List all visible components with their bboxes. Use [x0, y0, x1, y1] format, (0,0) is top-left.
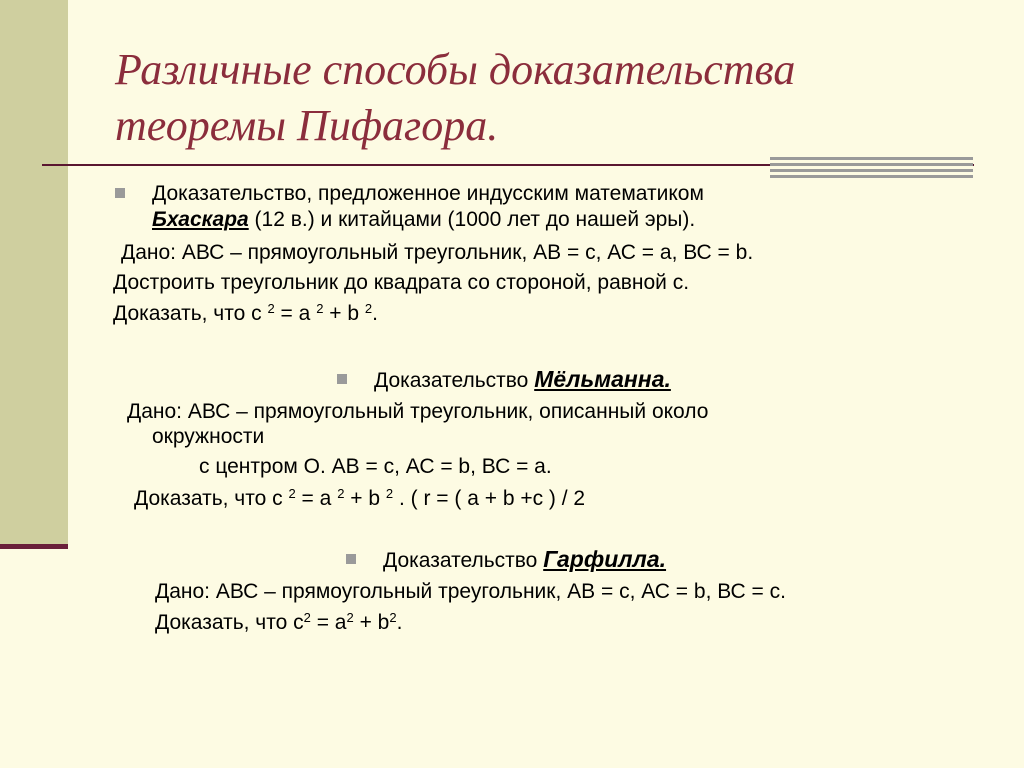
superscript: 2 — [316, 301, 324, 316]
section3-bullet-pre: Доказательство — [383, 549, 544, 572]
section1-name: Бхаскара — [152, 208, 249, 231]
superscript: 2 — [303, 610, 311, 625]
side-rule — [0, 544, 68, 549]
prove-prefix: Доказать, что с — [113, 302, 262, 325]
section3-given: Дано: АВС – прямоугольный треугольник, АВ = с, АС = b, ВС = с. — [155, 580, 786, 603]
section2-bullet — [374, 366, 671, 394]
prove-end: . — [372, 302, 378, 325]
section3-name: Гарфилла. — [543, 546, 667, 572]
prove-eq2: + b — [353, 611, 390, 634]
prove-prefix: Доказать, что с — [134, 487, 283, 510]
section1-construct: Достроить треугольник до квадрата со стороной, равной с. — [113, 271, 690, 294]
superscript: 2 — [364, 301, 373, 316]
prove-eq2: + b — [323, 302, 360, 325]
section1-prove — [113, 301, 378, 327]
section2-prove — [134, 486, 585, 512]
prove-end: . — [396, 611, 403, 634]
section2-name: Мёльманна. — [534, 366, 671, 392]
bullet-icon — [337, 374, 347, 384]
prove-prefix: Доказать, что с — [155, 611, 304, 634]
superscript: 2 — [389, 610, 397, 625]
title-accent-stripes — [770, 157, 973, 179]
section3-bullet — [383, 546, 666, 574]
superscript: 2 — [267, 301, 275, 316]
title-line-1: Различные способы доказательства — [115, 45, 796, 94]
side-bar — [0, 0, 68, 548]
bullet-icon — [115, 188, 125, 198]
prove-eq1: = а — [310, 611, 347, 634]
slide-title — [115, 42, 995, 154]
section1-bullet-post: (12 в.) и китайцами (1000 лет до нашей эры). — [248, 208, 696, 231]
superscript: 2 — [346, 610, 354, 625]
section2-given-line2: окружности — [152, 425, 265, 448]
section2-given-line1: Дано: АВС – прямоугольный треугольник, описанный около — [127, 400, 709, 423]
section1-given: Дано: АВС – прямоугольный треугольник, АВ = с, АС = а, ВС = b. — [121, 241, 754, 264]
section1-bullet-line1: Доказательство, предложенное индусским математиком — [152, 182, 704, 205]
prove-eq1: = а — [295, 487, 332, 510]
bullet-icon — [346, 554, 356, 564]
section3-prove — [155, 610, 402, 636]
section2-given-line3: с центром О. АВ = с, АС = b, ВС = а. — [199, 455, 552, 478]
title-line-2: теоремы Пифагора. — [115, 101, 499, 150]
prove-eq2: + b — [344, 487, 381, 510]
superscript: 2 — [288, 486, 296, 501]
superscript: 2 — [337, 486, 345, 501]
prove-end: . ( r = ( a + b +c ) / 2 — [393, 487, 586, 510]
section1-bullet-line2 — [152, 207, 695, 233]
superscript: 2 — [385, 486, 394, 501]
section2-bullet-pre: Доказательство — [374, 369, 535, 392]
prove-eq1: = а — [274, 302, 311, 325]
